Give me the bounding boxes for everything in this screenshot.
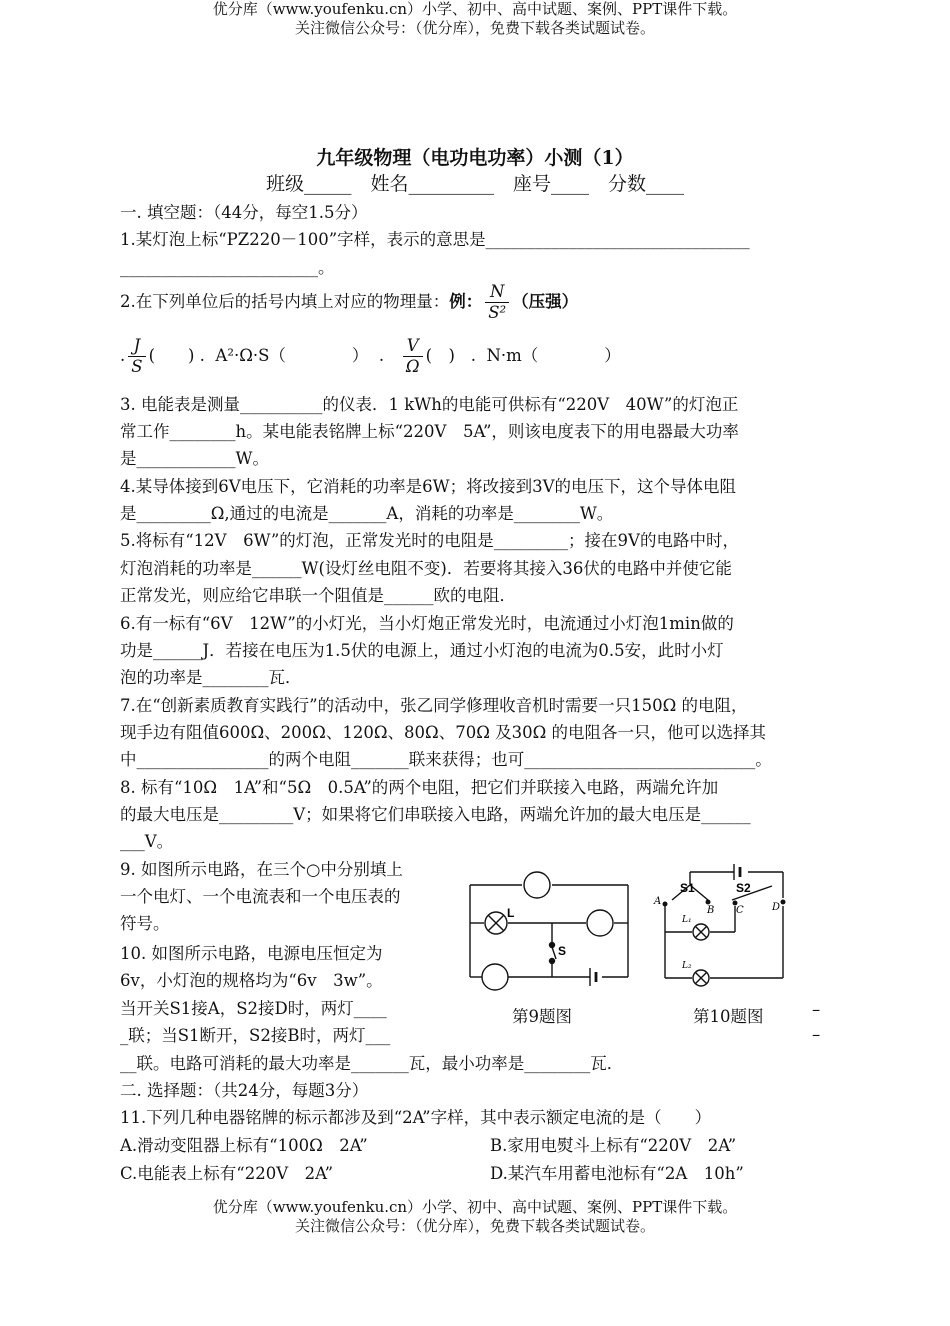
figure-9-circuit: [460, 865, 640, 995]
option-a: A.滑动变阻器上标有“100Ω 2A”: [120, 1136, 368, 1155]
unit2-text: A²·Ω·S（ ）: [215, 346, 369, 365]
meter-circle-right: [587, 910, 613, 936]
unit3-denominator: Ω: [405, 357, 420, 376]
question-line: 正常发光，则应给它串联一个阻值是______欧的电阻．: [120, 586, 516, 605]
question-line: 11.下列几种电器铭牌的标示都涉及到“2A”字样，其中表示额定电流的是（ ）: [120, 1108, 712, 1127]
blank-dash: –: [812, 1025, 821, 1044]
page-title: 九年级物理（电功电功率）小测（1）: [316, 147, 634, 169]
option-d: D.某汽车用蓄电池标有“2A 10h”: [490, 1164, 744, 1183]
unit1-blank: ( ): [148, 346, 195, 365]
figure-10-caption: 第10题图: [693, 1007, 764, 1026]
question-line: 10. 如图所示电路，电源电压恒定为: [120, 944, 383, 963]
blank-dash: –: [812, 1000, 821, 1019]
example-denominator: S²: [488, 303, 507, 322]
unit1-denominator: S: [131, 357, 143, 376]
option-b: B.家用电熨斗上标有“220V 2A”: [490, 1136, 737, 1155]
question-line: 6.有一标有“6V 12W”的小灯光，当小灯炮正常发光时，电流通过小灯泡1min做的: [120, 614, 734, 633]
fig10-s2-label: S2: [736, 881, 751, 895]
question-line: 是_________Ω,通过的电流是_______A，消耗的功率是________W。: [120, 504, 614, 523]
question-line: ___V。: [120, 832, 174, 851]
question-line: 的最大电压是_________V；如果将它们串联接入电路，两端允许加的最大电压是______: [120, 805, 751, 824]
q2-example-answer: （压强）: [512, 292, 579, 311]
fig10-l2-label: L₂: [682, 961, 692, 971]
question-line: 5.将标有“12V 6W”的灯泡，正常发光时的电阻是_________；接在9V的电路中时，: [120, 531, 739, 550]
fig10-a-label: A: [654, 896, 662, 907]
page-footer-line1: 优分库（www.youfenku.cn）小学、初中、高中试题、案例、PPT课件下载。: [212, 1198, 738, 1216]
question-line: 现手边有阻值600Ω、200Ω、120Ω、80Ω、70Ω 及30Ω 的电阻各一只，他可以选择其: [120, 723, 767, 742]
question-2-line: [120, 282, 578, 323]
question-line: 是____________W。: [120, 449, 269, 468]
q2-text: 2.在下列单位后的括号内填上对应的物理量：: [120, 292, 450, 311]
unit-fraction-v-ohm: [403, 336, 423, 377]
question-line: 8. 标有“10Ω 1A”和“5Ω 0.5A”的两个电阻，把它们并联接入电路，两端允许加: [120, 778, 719, 797]
fig10-l1-label: L₁: [682, 915, 692, 925]
option-c: C.电能表上标有“220V 2A”: [120, 1164, 334, 1183]
question-line: 泡的功率是________瓦．: [120, 668, 302, 687]
q2-example-label: 例：: [449, 292, 483, 311]
unit-fraction-j-s: [128, 336, 145, 377]
example-fraction: [485, 282, 509, 323]
page-header-line2: 关注微信公众号：（优分库），免费下载各类试题试卷。: [294, 19, 655, 37]
section-1-heading: 一. 填空题：（44分，每空1.5分）: [120, 203, 368, 222]
unit4-text: N·m（ ）: [486, 346, 621, 365]
example-numerator: N: [485, 282, 509, 303]
question-line: 7.在“创新素质教育实践行”的活动中，张乙同学修理收音机时需要一只150Ω 的电阻，: [120, 696, 748, 715]
question-line: 灯泡消耗的功率是______W(设灯丝电阻不变)．若要将其接入36伏的电路中并使它能: [120, 559, 732, 578]
page-footer-line2: 关注微信公众号：（优分库），免费下载各类试题试卷。: [294, 1217, 655, 1235]
question-line: 当开关S1接A，S2接D时，两灯____: [120, 999, 387, 1018]
unit3-numerator: V: [403, 336, 423, 357]
question-line: 功是______J．若接在电压为1.5伏的电源上，通过小灯泡的电流为0.5安，此时小灯: [120, 641, 724, 660]
fig10-b-label: B: [707, 905, 715, 916]
fig9-switch-label: S: [558, 944, 567, 958]
section-2-heading: 二. 选择题：（共24分，每题3分）: [120, 1081, 369, 1100]
fig10-c-label: C: [736, 905, 744, 916]
question-line: 9. 如图所示电路，在三个○中分别填上: [120, 860, 403, 879]
meter-circle-bottom: [482, 964, 508, 990]
question-line: 1.某灯泡上标“PZ220－100”字样，表示的意思是________________________________: [120, 230, 750, 249]
unit1-numerator: J: [128, 336, 145, 357]
question-line: 常工作________h。某电能表铭牌上标“220V 5A”，则该电度表下的用电器最大功率: [120, 422, 739, 441]
question-line: 中________________的两个电阻_______联来获得；也可____________________________。: [120, 750, 772, 769]
question-line: 4.某导体接到6V电压下，它消耗的功率是6W；将改接到3V的电压下，这个导体电阻: [120, 477, 737, 496]
question-line: 3. 电能表是测量__________的仪表．1 kWh的电能可供标有“220V 40W”的灯泡正: [120, 395, 739, 414]
question-line: __联。电路可消耗的最大功率是_______瓦，最小功率是________瓦．: [120, 1054, 624, 1073]
question-line: 一个电灯、一个电流表和一个电压表的: [120, 887, 401, 906]
page-header-line1: 优分库（www.youfenku.cn）小学、初中、高中试题、案例、PPT课件下载。: [212, 0, 738, 18]
question-line: ________________________。: [120, 258, 335, 277]
figure-10-circuit: [650, 858, 820, 988]
question-line: _联；当S1断开，S2接B时，两灯___: [120, 1026, 391, 1045]
student-info-line: 班级_____ 姓名_________ 座号____ 分数____: [265, 173, 684, 195]
fig9-lamp-label: L: [507, 906, 515, 920]
question-line: 符号。: [120, 914, 170, 933]
figure-9-caption: 第9题图: [512, 1007, 572, 1026]
fig10-d-label: D: [772, 902, 781, 913]
question-line: 6v，小灯泡的规格均为“6v 3w”。: [120, 971, 383, 990]
question-2-units-line: . $\frac{J}{S}$ ( ) . A²·Ω·S（ ） . $\frac{V}{\Omega}$ ( ) . N·m（ ）: [120, 336, 621, 376]
meter-circle-top: [524, 872, 550, 898]
fig10-s1-label: S1: [680, 881, 695, 895]
unit3-blank: ( ): [425, 346, 455, 365]
